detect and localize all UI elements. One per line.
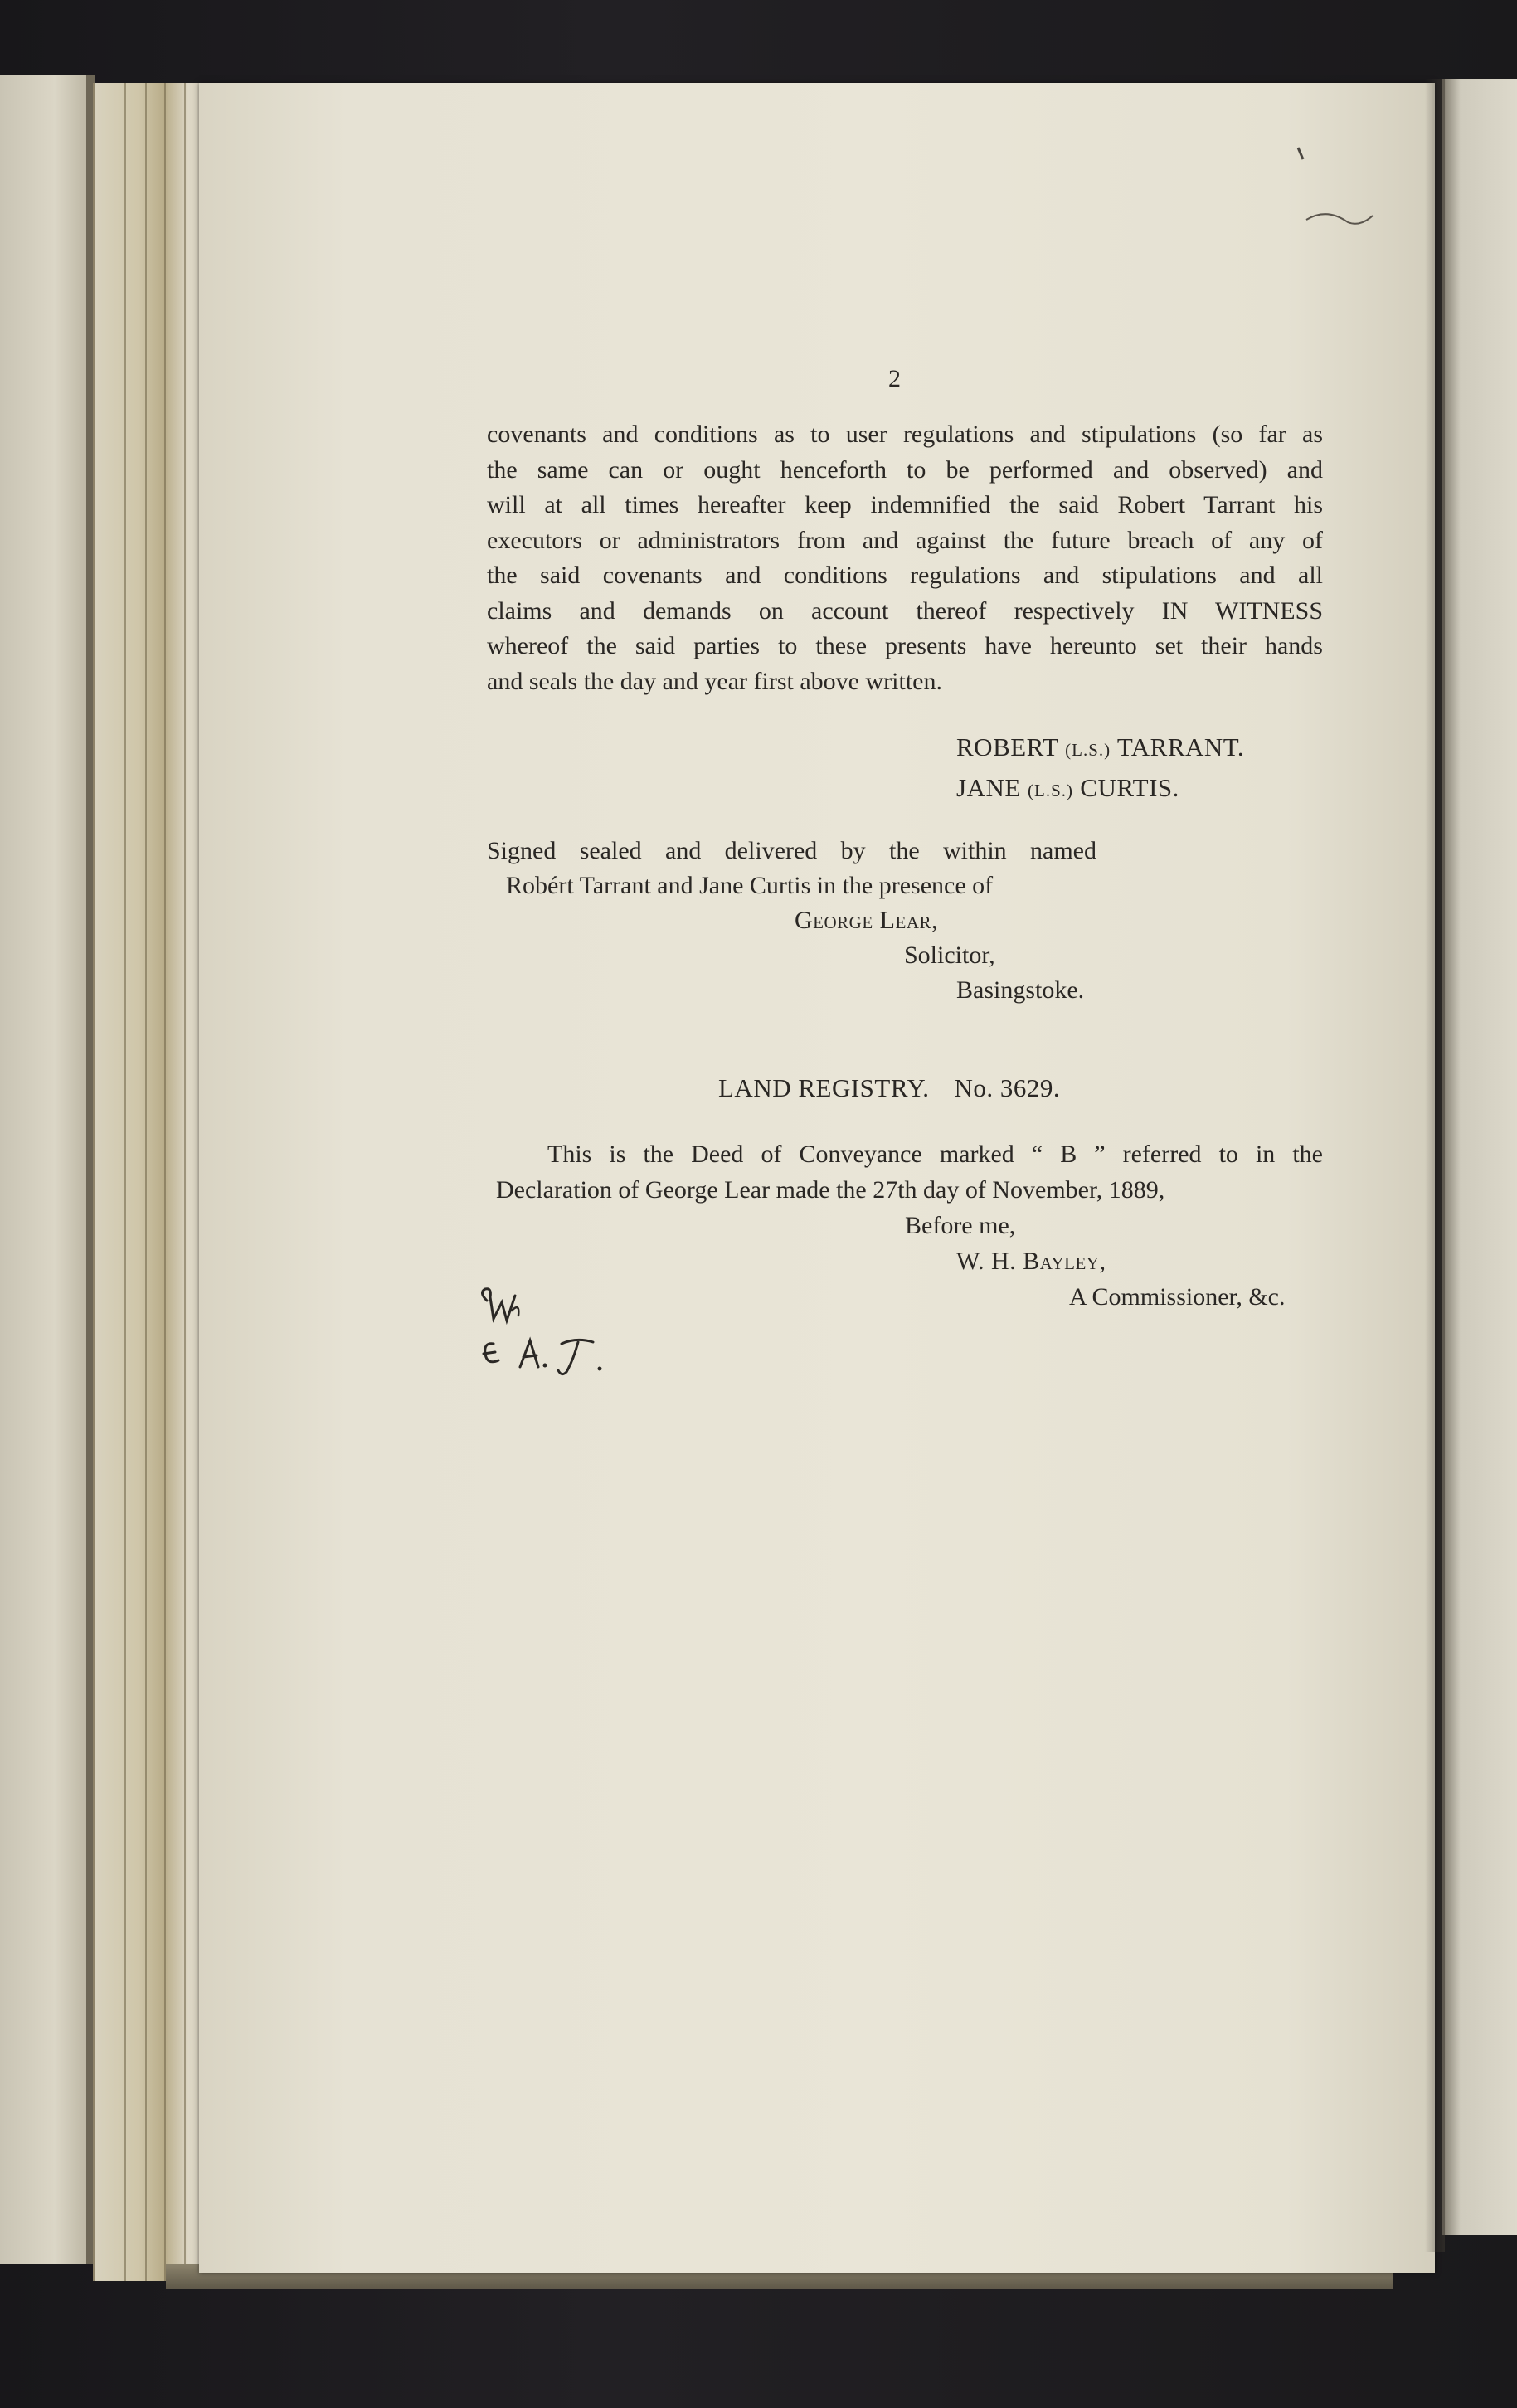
body-line: the said covenants and conditions regulations and stipulations and all (487, 562, 1323, 589)
commissioner-title: A Commissioner, &c. (1069, 1283, 1286, 1311)
body-line: will at all times hereafter keep indemnified the said Robert Tarrant his (487, 491, 1323, 518)
body-line: covenants and conditions as to user regulations and stipulations (so far as (487, 421, 1323, 448)
deed-body-paragraph (487, 416, 1323, 698)
left-facing-page (0, 75, 91, 2264)
witness-title: Solicitor, (904, 941, 995, 969)
attestation-line: Robért Tarrant and Jane Curtis in the presence of (506, 872, 994, 899)
page-edge-line (164, 83, 166, 2281)
signatory-first-name: JANE (956, 773, 1021, 802)
gutter-shadow (1425, 79, 1445, 2252)
body-line: executors or administrators from and against the future breach of any of (487, 526, 1323, 554)
signatory-surname: TARRANT. (1116, 732, 1245, 761)
witness-place: Basingstoke. (956, 976, 1085, 1004)
registry-title: LAND REGISTRY. (718, 1073, 930, 1102)
seal-mark: (L.S.) (1065, 740, 1111, 760)
commissioner-name-text: W. H. Bayley, (956, 1248, 1106, 1275)
registry-number: No. 3629. (954, 1073, 1061, 1102)
witness-name-text: George Lear, (795, 907, 938, 934)
witness-name (795, 902, 938, 938)
declaration-line: This is the Deed of Conveyance marked “ B ” referred to in the (547, 1141, 1323, 1168)
page-number: 2 (888, 365, 901, 392)
signatory-surname: CURTIS. (1080, 773, 1179, 802)
body-line: the same can or ought henceforth to be performed and observed) and (487, 455, 1323, 484)
page-edge-line (145, 83, 147, 2281)
body-line: and seals the day and year first above written. (487, 667, 942, 695)
right-facing-page (1442, 79, 1517, 2235)
declaration-line: Declaration of George Lear made the 27th day of November, 1889, (496, 1176, 1165, 1204)
body-line: claims and demands on account thereof respectively IN WITNESS (487, 596, 1323, 625)
signatory-first-name: ROBERT (956, 732, 1058, 761)
signature-robert-tarrant (956, 728, 1244, 769)
seal-mark: (L.S.) (1028, 781, 1074, 800)
page-edge-line (184, 83, 186, 2281)
handwritten-initials-signature (469, 1286, 626, 1394)
land-registry-heading (718, 1070, 1060, 1106)
body-line: whereof the said parties to these presents have hereunto set their hands (487, 632, 1323, 659)
pencil-mark-icon (1290, 141, 1381, 232)
commissioner-name (956, 1243, 1106, 1279)
signature-jane-curtis (956, 769, 1244, 810)
page-edge-line (124, 83, 126, 2281)
attestation-line: Signed sealed and delivered by the within named (487, 837, 1096, 864)
before-me-text: Before me, (905, 1212, 1016, 1239)
signature-block (956, 728, 1244, 810)
